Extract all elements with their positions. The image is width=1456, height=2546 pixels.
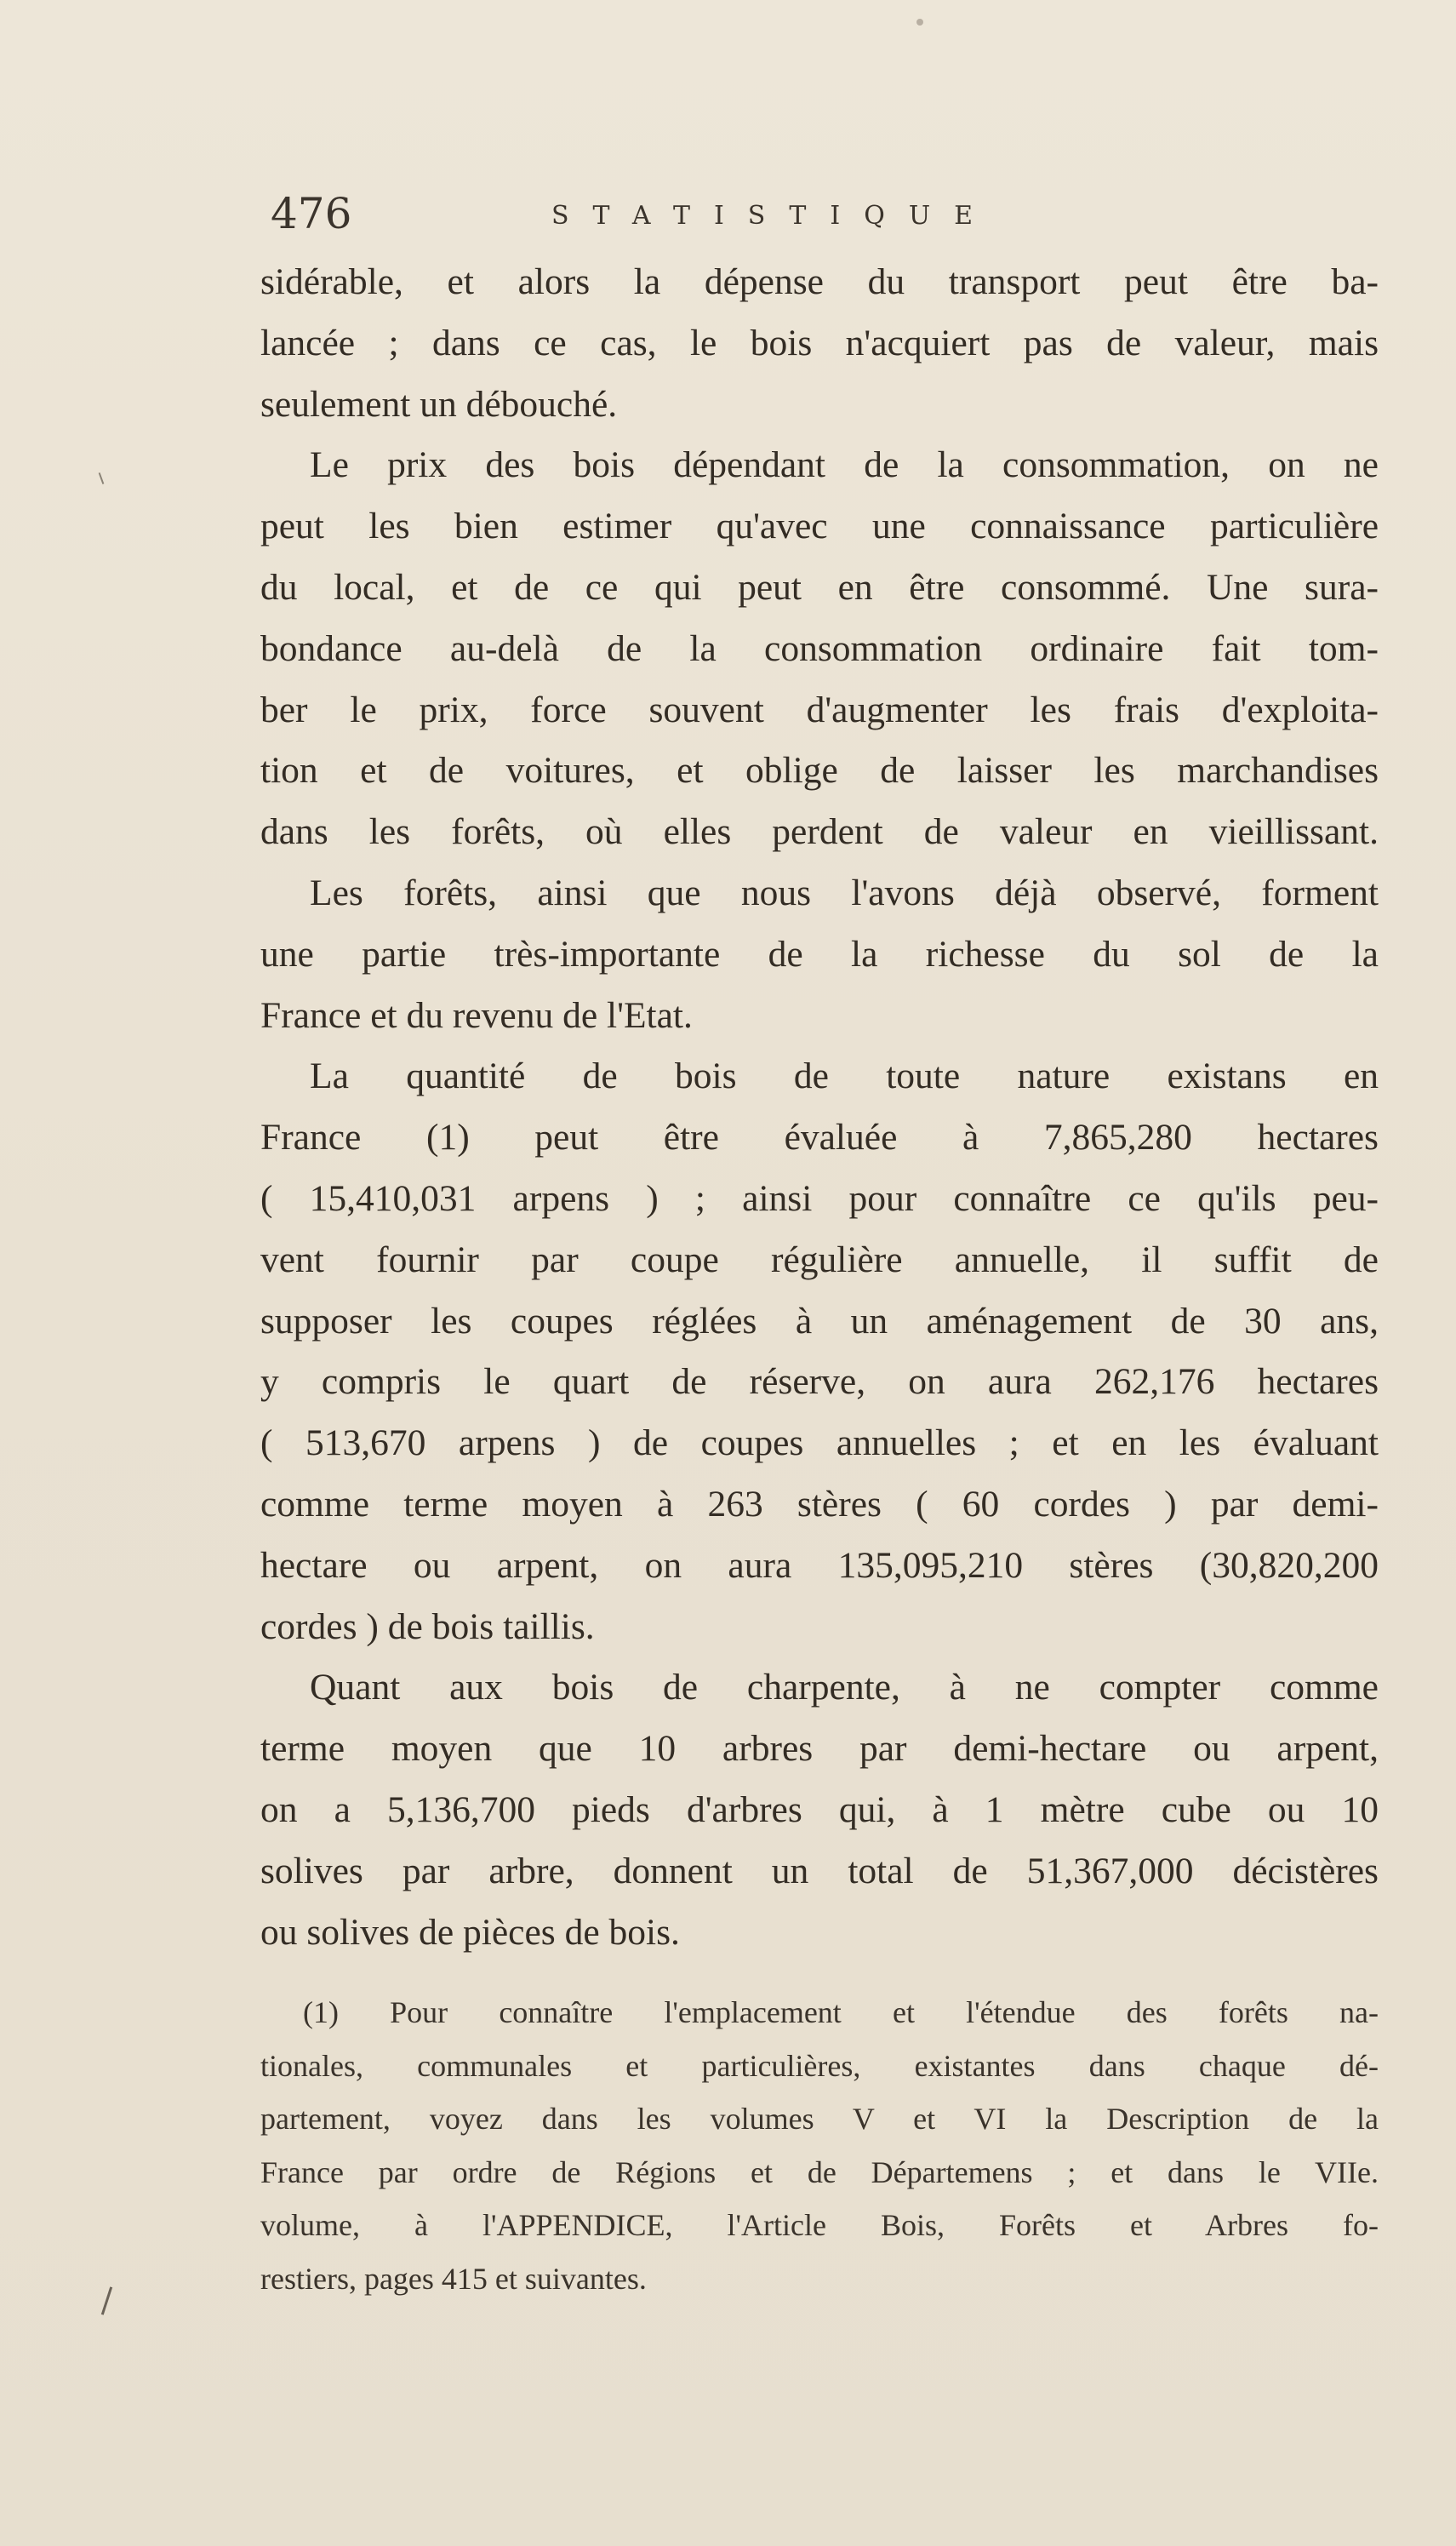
text-line: une partie très-importante de la richesse du sol de la: [260, 933, 1379, 975]
text-line: ( 513,670 arpens ) de coupes annuelles ; et en les évaluant: [260, 1422, 1379, 1464]
text-line: lancée ; dans ce cas, le bois n'acquiert pas de valeur, mais: [260, 322, 1379, 363]
text-line: bondance au-delà de la consommation ordinaire fait tom-: [260, 627, 1379, 669]
text-line: du local, et de ce qui peut en être consommé. Une sura-: [260, 566, 1379, 608]
margin-pencil-mark: [99, 472, 105, 484]
footnote-line: (1) Pour connaître l'emplacement et l'étendue des forêts na-: [303, 1995, 1379, 2029]
text-line: cordes ) de bois taillis.: [260, 1605, 595, 1647]
footnote-line: volume, à l'APPENDICE, l'Article Bois, Forêts et Arbres fo-: [260, 2208, 1379, 2242]
text-line: dans les forêts, où elles perdent de valeur en vieillissant.: [260, 811, 1379, 853]
footnote-line: restiers, pages 415 et suivantes.: [260, 2261, 647, 2296]
page-header: [271, 189, 1207, 249]
text-line: solives par arbre, donnent un total de 51,367,000 décistères: [260, 1850, 1379, 1891]
text-line: tion et de voitures, et oblige de laisser les marchandises: [260, 750, 1379, 792]
text-line: Quant aux bois de charpente, à ne compter comme: [310, 1667, 1379, 1708]
text-line: peut les bien estimer qu'avec une connaissance particulière: [260, 506, 1379, 547]
text-line: La quantité de bois de toute nature existans en: [310, 1056, 1379, 1097]
text-line: supposer les coupes réglées à un aménagement de 30 ans,: [260, 1300, 1379, 1342]
text-line: ( 15,410,031 arpens ) ; ainsi pour connaître ce qu'ils peu-: [260, 1177, 1379, 1219]
text-line: vent fournir par coupe régulière annuelle, il suffit de: [260, 1239, 1379, 1280]
text-line: Le prix des bois dépendant de la consommation, on ne: [310, 444, 1379, 486]
footnote: [260, 1986, 1379, 2305]
text-line: seulement un débouché.: [260, 383, 618, 425]
text-line: comme terme moyen à 263 stères ( 60 cordes ) par demi-: [260, 1483, 1379, 1525]
text-line: terme moyen que 10 arbres par demi-hectare ou arpent,: [260, 1728, 1379, 1770]
text-line: y compris le quart de réserve, on aura 262,176 hectares: [260, 1361, 1379, 1403]
text-line: sidérable, et alors la dépense du transport peut être ba-: [260, 261, 1379, 302]
body-text: [260, 252, 1379, 1963]
text-line: Les forêts, ainsi que nous l'avons déjà observé, forment: [310, 872, 1379, 913]
footnote-line: France par ordre de Régions et de Départemens ; et dans le VIIe.: [260, 2154, 1379, 2189]
paper-speck: [916, 19, 923, 26]
margin-pencil-mark: [101, 2286, 112, 2314]
text-line: hectare ou arpent, on aura 135,095,210 stères (30,820,200: [260, 1544, 1379, 1586]
running-title: STATISTIQUE: [551, 201, 996, 231]
footnote-line: partement, voyez dans les volumes V et VI la Description de la: [260, 2102, 1379, 2136]
text-line: ou solives de pièces de bois.: [260, 1911, 680, 1953]
text-line: France et du revenu de l'Etat.: [260, 994, 693, 1036]
text-line: France (1) peut être évaluée à 7,865,280 hectares: [260, 1117, 1379, 1159]
text-line: on a 5,136,700 pieds d'arbres qui, à 1 mètre cube ou 10: [260, 1788, 1379, 1830]
text-line: ber le prix, force souvent d'augmenter les frais d'exploita-: [260, 689, 1379, 730]
footnote-line: tionales, communales et particulières, existantes dans chaque dé-: [260, 2048, 1379, 2083]
page-number: 476: [271, 189, 352, 238]
